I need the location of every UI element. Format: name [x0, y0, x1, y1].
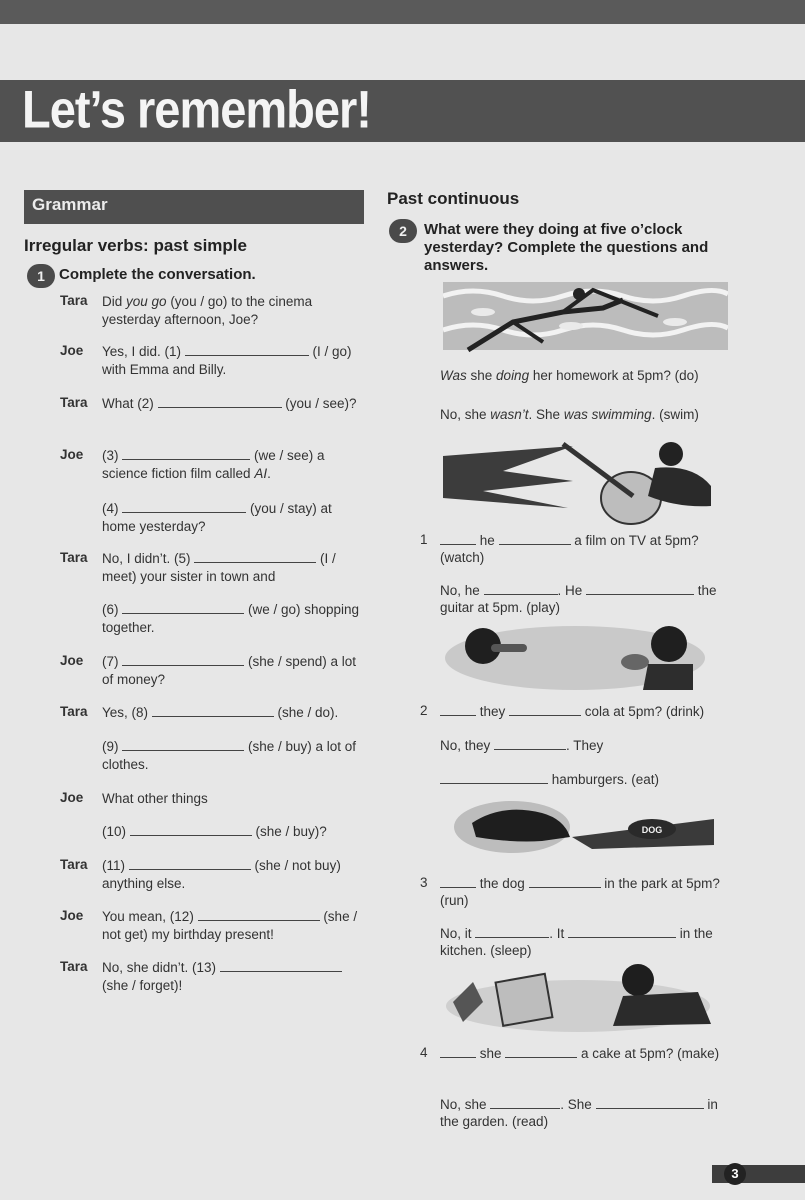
answer-blank[interactable]: [586, 582, 694, 595]
speaker: Tara: [60, 857, 88, 872]
answer-blank[interactable]: [122, 500, 246, 513]
item-answer: No, he . He the guitar at 5pm. (play): [440, 583, 717, 615]
answer-blank[interactable]: [568, 925, 676, 938]
item-question: the dog in the park at 5pm? (run): [440, 876, 720, 908]
speaker: Tara: [60, 395, 88, 410]
item-number: 2: [420, 703, 428, 718]
conversation-line: (4) (you / stay) at home yesterday?: [102, 501, 332, 534]
speaker: Joe: [60, 790, 84, 805]
answer-blank[interactable]: [440, 875, 476, 888]
example-question: Was she doing her homework at 5pm? (do): [440, 368, 699, 383]
answer-blank[interactable]: [505, 1045, 577, 1058]
answer-blank[interactable]: [440, 532, 476, 545]
item-answer: No, she . She in the garden. (read): [440, 1097, 718, 1129]
swimmer-illustration: [443, 282, 728, 362]
guitar-player-illustration: [443, 436, 718, 528]
answer-blank[interactable]: [509, 703, 581, 716]
top-band: [0, 0, 805, 24]
item-answer: No, they . They: [440, 738, 604, 753]
item-question: she a cake at 5pm? (make): [440, 1045, 740, 1062]
answer-blank[interactable]: [220, 959, 342, 972]
conversation-line: (3) (we / see) a science fiction film called AI.: [102, 448, 325, 481]
answer-blank[interactable]: [198, 908, 320, 921]
speaker: Joe: [60, 447, 84, 462]
conversation-line: You mean, (12) (she / not get) my birthday present!: [102, 909, 358, 942]
answer-blank[interactable]: [494, 737, 566, 750]
answer-blank[interactable]: [122, 447, 250, 460]
exercise-2-badge: 2: [389, 219, 417, 243]
past-continuous-heading: Past continuous: [387, 189, 520, 208]
item-number: 1: [420, 532, 428, 547]
answer-blank[interactable]: [475, 925, 549, 938]
conversation-line: What other things: [102, 791, 208, 806]
answer-blank[interactable]: [529, 875, 601, 888]
conversation-line: What (2) (you / see)?: [102, 396, 357, 411]
speaker: Joe: [60, 343, 84, 358]
answer-blank[interactable]: [129, 857, 251, 870]
answer-blank[interactable]: [122, 601, 244, 614]
conversation-line: (9) (she / buy) a lot of clothes.: [102, 739, 357, 772]
answer-blank[interactable]: [440, 1045, 476, 1058]
answer-blank[interactable]: [490, 1096, 560, 1109]
answer-blank[interactable]: [158, 395, 282, 408]
answer-blank[interactable]: [499, 532, 571, 545]
item-question: he a film on TV at 5pm? (watch): [440, 533, 699, 565]
item-question: they cola at 5pm? (drink): [440, 703, 740, 720]
item-answer: hamburgers. (eat): [440, 771, 740, 788]
speaker: Tara: [60, 704, 88, 719]
speaker: Tara: [60, 959, 88, 974]
girl-reading-illustration: [443, 962, 713, 1034]
page-number: 3: [724, 1163, 746, 1185]
example-answer: No, she wasn’t. She was swimming. (swim): [440, 407, 699, 422]
answer-blank[interactable]: [152, 704, 274, 717]
grammar-section-bar: [24, 190, 364, 224]
conversation-line: (6) (we / go) shopping together.: [102, 602, 360, 635]
answer-blank[interactable]: [484, 582, 558, 595]
answer-blank[interactable]: [440, 771, 548, 784]
answer-blank[interactable]: [122, 653, 244, 666]
sleeping-dog-illustration: [452, 797, 714, 859]
irregular-verbs-heading: Irregular verbs: past simple: [24, 236, 247, 255]
speaker: Tara: [60, 550, 88, 565]
conversation-line: (7) (she / spend) a lot of money?: [102, 654, 357, 687]
answer-blank[interactable]: [185, 343, 309, 356]
conversation-line: No, I didn’t. (5) (I / meet) your sister in town and: [102, 551, 336, 584]
answer-blank[interactable]: [194, 550, 316, 563]
conversation-line: (11) (she / not buy) anything else.: [102, 858, 341, 891]
dog-bowl-label: DOG: [641, 825, 663, 835]
item-number: 4: [420, 1045, 428, 1060]
answer-blank[interactable]: [440, 703, 476, 716]
speaker: Joe: [60, 653, 84, 668]
conversation-line: Yes, (8) (she / do).: [102, 705, 339, 720]
answer-blank[interactable]: [122, 738, 244, 751]
answer-blank[interactable]: [596, 1096, 704, 1109]
answer-blank[interactable]: [130, 823, 252, 836]
grammar-label: Grammar: [32, 195, 108, 214]
conversation-line: No, she didn’t. (13) (she / forget)!: [102, 959, 364, 995]
exercise-2-instruction: What were they doing at five o’clock yesterday? Complete the questions and answers.: [424, 221, 709, 274]
conversation-line: Yes, I did. (1) (I / go) with Emma and Billy.: [102, 344, 352, 377]
people-eating-illustration: [443, 618, 708, 692]
exercise-1-badge: 1: [27, 264, 55, 288]
exercise-1-instruction: Complete the conversation.: [59, 266, 256, 283]
conversation-line: (10) (she / buy)?: [102, 824, 327, 839]
item-number: 3: [420, 875, 428, 890]
speaker: Tara: [60, 293, 88, 308]
page-title: Let’s remember!: [22, 79, 371, 139]
speaker: Joe: [60, 908, 84, 923]
item-answer: No, it . It in the kitchen. (sleep): [440, 926, 713, 958]
conversation-line: Did you go (you / go) to the cinema yesterday afternoon, Joe?: [102, 294, 313, 327]
